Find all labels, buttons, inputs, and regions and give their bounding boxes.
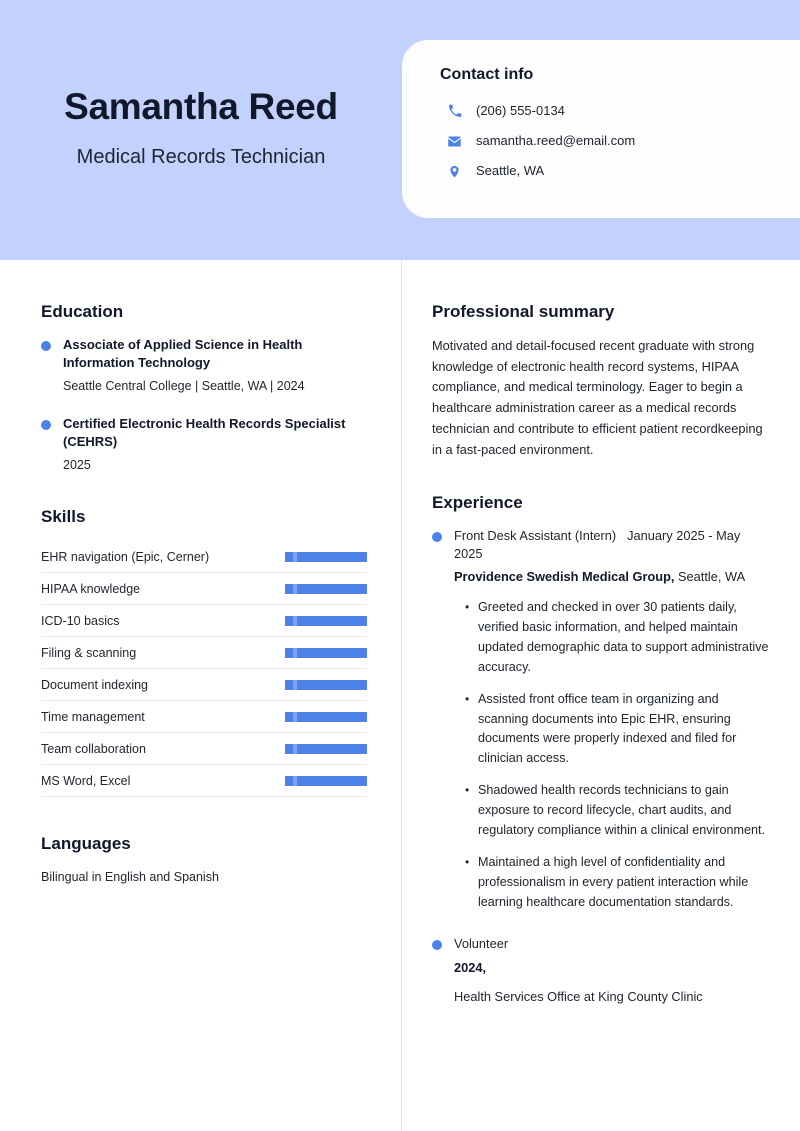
- contact-info-list: [440, 103, 800, 180]
- experience-heading: Experience: [432, 493, 523, 513]
- skill-level-bar: [285, 648, 367, 658]
- education-meta: 2025: [63, 457, 91, 472]
- skill-name: Filing & scanning: [41, 645, 137, 660]
- experience-bullet: • Shadowed health records technicians to gain exposure to record lifecycle, chart audits, and regulatory compliance within a clinical environment.: [478, 781, 770, 841]
- bullet-dot-icon: [41, 420, 51, 430]
- experience-org-line: [454, 568, 770, 585]
- experience-header-line: [454, 527, 770, 562]
- experience-bullet: • Assisted front office team in organizing and scanning documents into Epic EHR, ensuring documents were properly indexed and filed for clinician access.: [478, 690, 770, 770]
- skill-level-bar: [285, 776, 367, 786]
- skill-name: ICD-10 basics: [41, 613, 120, 628]
- skills-list: [41, 541, 367, 797]
- candidate-name: Samantha Reed: [64, 86, 338, 127]
- skill-level-bar: [285, 584, 367, 594]
- contact-row-phone[interactable]: [440, 103, 800, 120]
- experience-item: [432, 527, 770, 912]
- contact-info-card: [402, 40, 800, 218]
- volunteer-role: Volunteer: [454, 935, 509, 951]
- skill-row: [41, 733, 367, 765]
- skill-row: [41, 605, 367, 637]
- bullet-dot-icon: [432, 532, 442, 542]
- contact-location-value: Seattle, WA: [476, 162, 545, 178]
- resume-header: [0, 0, 800, 260]
- resume-body: [0, 260, 800, 1131]
- envelope-icon: [446, 134, 463, 149]
- skill-row: [41, 669, 367, 701]
- skill-name: Time management: [41, 709, 145, 724]
- volunteer-year: 2024,: [454, 959, 487, 975]
- volunteer-place: Health Services Office at King County Clinic: [454, 989, 703, 1005]
- contact-phone-value: (206) 555-0134: [476, 103, 565, 118]
- identity-block: [0, 86, 402, 169]
- volunteer-item: [432, 935, 770, 1006]
- education-section: [41, 302, 367, 474]
- contact-row-email[interactable]: [440, 133, 800, 150]
- skill-name: HIPAA knowledge: [41, 581, 141, 596]
- skills-heading: Skills: [41, 507, 86, 526]
- education-item: [41, 336, 367, 395]
- phone-icon: [446, 104, 463, 119]
- skill-level-bar: [285, 712, 367, 722]
- experience-bullet: • Maintained a high level of confidentiality and professionalism in every patient interaction while learning healthcare documentation standards.: [478, 853, 770, 913]
- skill-name: MS Word, Excel: [41, 773, 131, 788]
- left-column: [0, 260, 401, 1131]
- education-item: [41, 415, 367, 474]
- contact-row-location[interactable]: [440, 163, 800, 180]
- skill-row: [41, 541, 367, 573]
- professional-summary-section: [432, 302, 770, 460]
- skills-section: [41, 507, 367, 797]
- experience-dates: January 2025 - May 2025: [454, 528, 741, 561]
- experience-employer: Providence Swedish Medical Group,: [454, 568, 675, 584]
- skill-level-bar: [285, 616, 367, 626]
- experience-location: Seattle, WA: [674, 568, 746, 584]
- skill-row: [41, 701, 367, 733]
- education-meta: Seattle Central College | Seattle, WA | 2024: [63, 378, 305, 393]
- education-degree: Certified Electronic Health Records Specialist (CEHRS): [63, 416, 346, 449]
- education-degree: Associate of Applied Science in Health Information Technology: [63, 337, 303, 370]
- professional-summary-text: Motivated and detail-focused recent graduate with strong knowledge of electronic health record systems, HIPAA compliance, and medical terminology. Eager to begin a healthcare administration career as a medical records technician and contribute to efficient patient recordkeeping in a fast-paced environment.: [432, 338, 763, 457]
- skill-level-bar: [285, 552, 367, 562]
- skill-name: EHR navigation (Epic, Cerner): [41, 549, 210, 564]
- location-pin-icon: [446, 164, 463, 179]
- education-heading: Education: [41, 302, 124, 321]
- candidate-job-title: Medical Records Technician: [76, 145, 326, 168]
- professional-summary-heading: Professional summary: [432, 302, 615, 321]
- bullet-dot-icon: [41, 341, 51, 351]
- skill-level-bar: [285, 680, 367, 690]
- contact-email-value: samantha.reed@email.com: [476, 132, 636, 148]
- skill-name: Team collaboration: [41, 741, 146, 756]
- bullet-dot-icon: [432, 940, 442, 950]
- skill-row: [41, 637, 367, 669]
- skill-name: Document indexing: [41, 677, 149, 692]
- skill-level-bar: [285, 744, 367, 754]
- contact-info-heading: Contact info: [440, 66, 534, 83]
- languages-section: [41, 834, 367, 886]
- right-column: [402, 260, 800, 1131]
- languages-heading: Languages: [41, 834, 131, 853]
- experience-role: Front Desk Assistant (Intern): [454, 528, 617, 544]
- experience-bullet-list: [454, 598, 770, 912]
- languages-text: Bilingual in English and Spanish: [41, 870, 219, 884]
- skill-row: [41, 765, 367, 797]
- skill-row: [41, 573, 367, 605]
- experience-section: [432, 493, 770, 1006]
- experience-bullet: • Greeted and checked in over 30 patients daily, verified basic information, and helped maintain updated demographic data to support administrative accuracy.: [478, 598, 770, 678]
